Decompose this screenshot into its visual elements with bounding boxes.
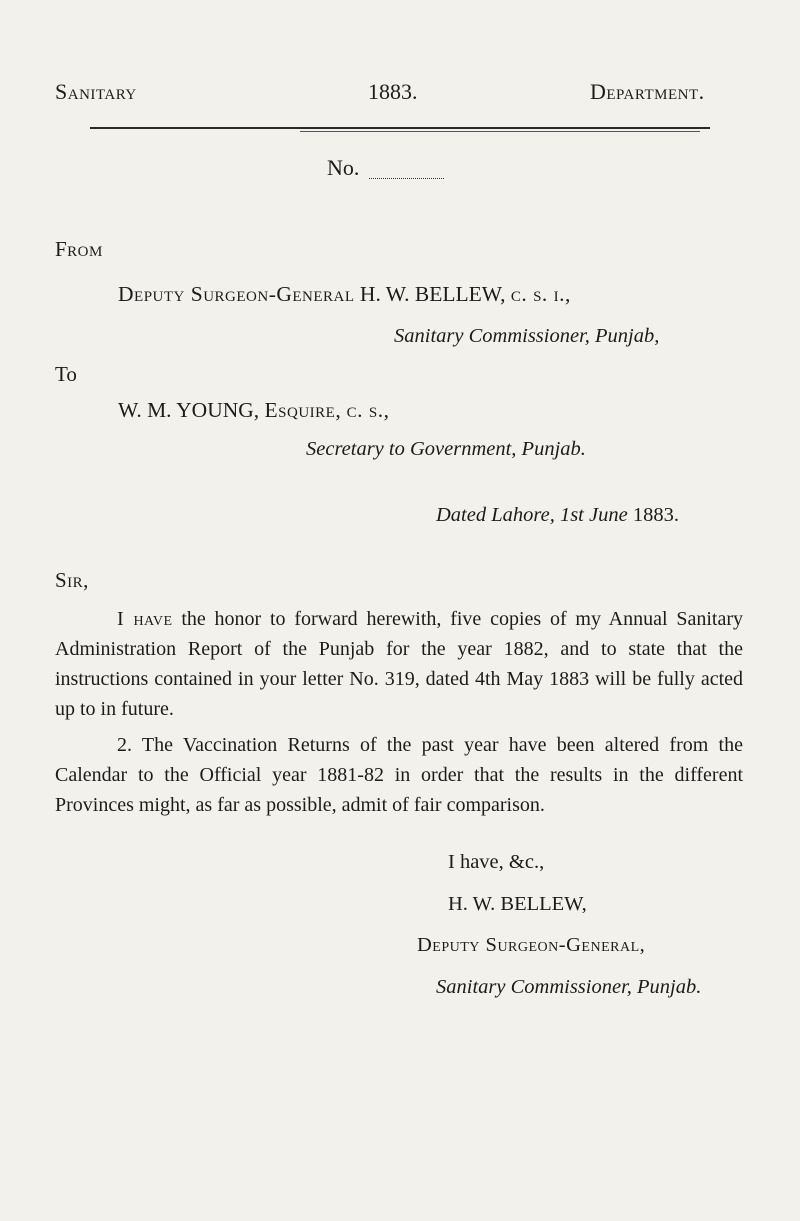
paragraph-1-text: the honor to forward herewith, five copies of my Annual Sanitary Administration Report of the Punjab for the year 1882, and to state that the instructions contained in your letter No. 319, dated 4th May 1883 will be fully acted up to in future. bbox=[55, 608, 743, 720]
closing-signature: H. W. BELLEW, bbox=[448, 893, 587, 915]
closing-designation-line bbox=[436, 976, 701, 999]
to-label: To bbox=[55, 362, 77, 386]
from-line bbox=[118, 282, 571, 307]
paragraph-2: 2. The Vaccination Returns of the past year have been altered from the Calendar to the Official year 1881-82 in order that the results in the different Provinces might, as far as possible, admit of fair comparison. bbox=[55, 734, 743, 816]
from-name: H. W. BELLEW, bbox=[359, 282, 506, 306]
from-designation-place: Punjab, bbox=[595, 325, 660, 347]
closing-designation-place: Punjab. bbox=[637, 976, 702, 998]
from-designation-line: Sanitary Commissioner, Punjab, bbox=[394, 325, 660, 347]
header-rule bbox=[90, 127, 710, 129]
paragraph-1 bbox=[55, 604, 743, 724]
to-designation: Secretary to Government, Punjab. bbox=[306, 438, 586, 460]
dated-text: Dated Lahore, 1st June bbox=[436, 504, 628, 526]
from-label: From bbox=[55, 237, 103, 261]
closing-line-1: I have, &c., bbox=[448, 851, 545, 873]
header-rule-secondary bbox=[300, 131, 700, 132]
number-label: No. bbox=[327, 155, 360, 180]
to-title: Esquire, bbox=[264, 398, 342, 422]
dated-year: 1883. bbox=[632, 504, 679, 526]
closing-title: Deputy Surgeon-General, bbox=[417, 934, 646, 956]
header-year: 1883. bbox=[368, 79, 418, 104]
to-line bbox=[118, 398, 389, 423]
from-honors: c. s. i., bbox=[510, 282, 571, 306]
header-left: Sanitary bbox=[55, 79, 137, 104]
paragraph-1-lead: I have bbox=[117, 608, 173, 630]
dated-line bbox=[436, 504, 679, 527]
closing-designation: Sanitary Commissioner, bbox=[436, 976, 632, 998]
from-designation: Sanitary Commissioner bbox=[394, 325, 585, 347]
from-title: Deputy Surgeon-General bbox=[118, 282, 355, 306]
header-right: Department. bbox=[590, 79, 705, 104]
to-honors: c. s., bbox=[346, 398, 390, 422]
to-name: W. M. YOUNG, bbox=[118, 398, 260, 422]
salutation: Sir, bbox=[55, 568, 89, 592]
number-blank bbox=[369, 178, 444, 179]
